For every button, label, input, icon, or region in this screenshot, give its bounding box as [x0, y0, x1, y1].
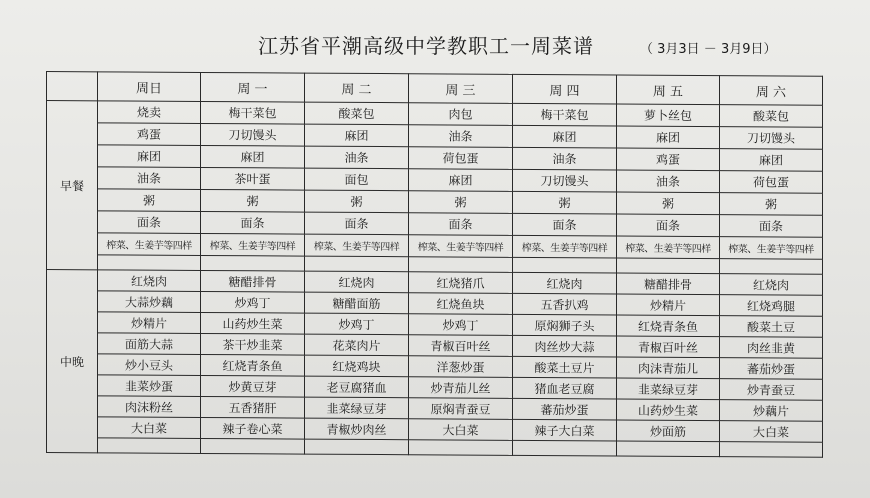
empty-cell	[409, 257, 513, 273]
dish-cell: 鸡蛋	[98, 123, 201, 146]
meal-label: 早餐	[47, 101, 98, 270]
empty-cell	[98, 438, 201, 454]
dish-cell: 五香猪肝	[201, 396, 305, 418]
day-header: 周 三	[409, 74, 513, 104]
dish-cell: 油条	[409, 125, 513, 148]
dish-cell: 面条	[720, 215, 823, 238]
dish-cell: 麻团	[201, 145, 305, 168]
dish-cell: 刀切馒头	[720, 127, 823, 150]
dish-cell: 酸菜包	[720, 105, 823, 128]
dish-cell: 糖醋排骨	[201, 270, 305, 292]
empty-cell	[305, 439, 409, 455]
dish-cell: 粥	[201, 189, 305, 212]
dish-cell: 糖醋面筋	[305, 292, 409, 314]
dish-cell: 青椒百叶丝	[617, 336, 720, 358]
dish-cell: 肉丝韭黄	[720, 337, 823, 359]
dish-cell: 榨菜、生姜芋等四样	[409, 235, 513, 258]
dish-cell: 炒黄豆芽	[201, 375, 305, 397]
dish-cell: 五香扒鸡	[513, 293, 617, 315]
dish-cell: 老豆腐猪血	[305, 376, 409, 398]
dish-cell: 麻团	[409, 169, 513, 192]
dish-cell: 炒精片	[98, 312, 201, 334]
dish-cell: 青椒百叶丝	[409, 335, 513, 357]
dish-cell: 粥	[513, 191, 617, 214]
dish-cell: 榨菜、生姜芋等四样	[98, 233, 201, 256]
dish-cell: 炒青蚕豆	[720, 379, 823, 401]
dish-cell: 红烧肉	[513, 272, 617, 294]
empty-cell	[617, 258, 720, 274]
dish-cell: 梅干菜包	[201, 101, 305, 124]
dish-cell: 榨菜、生姜芋等四样	[617, 236, 720, 259]
dish-cell: 鸡蛋	[617, 148, 720, 171]
dish-cell: 炒青茄儿丝	[409, 377, 513, 399]
day-header: 周 六	[720, 76, 823, 106]
dish-cell: 红烧鸡块	[305, 355, 409, 377]
dish-cell: 炒鸡丁	[201, 291, 305, 313]
dish-cell: 炒精片	[617, 294, 720, 316]
dish-cell: 粥	[720, 193, 823, 216]
dish-cell: 大白菜	[98, 417, 201, 439]
empty-cell	[617, 441, 720, 457]
dish-cell: 粥	[617, 192, 720, 215]
dish-cell: 面条	[305, 212, 409, 235]
dish-cell: 红烧肉	[720, 274, 823, 296]
dish-cell: 面条	[513, 213, 617, 236]
dish-cell: 糖醋排骨	[617, 273, 720, 295]
dish-cell: 荷包蛋	[409, 147, 513, 170]
dish-cell: 榨菜、生姜芋等四样	[513, 235, 617, 258]
day-header: 周 五	[617, 75, 720, 105]
day-header: 周 四	[513, 74, 617, 104]
dish-cell: 原焖狮子头	[513, 314, 617, 336]
dish-cell: 油条	[98, 167, 201, 190]
empty-cell	[513, 440, 617, 456]
dish-cell: 油条	[305, 146, 409, 169]
dish-cell: 肉丝炒大蒜	[513, 335, 617, 357]
header-row	[47, 72, 823, 106]
dish-cell: 酸菜土豆	[720, 316, 823, 338]
dish-cell: 炒藕片	[720, 400, 823, 422]
dish-cell: 原焖青蚕豆	[409, 398, 513, 420]
dish-cell: 花菜肉片	[305, 334, 409, 356]
dish-cell: 肉包	[409, 103, 513, 126]
empty-cell	[201, 255, 305, 271]
dish-cell: 刀切馒头	[201, 123, 305, 146]
dish-cell: 榨菜、生姜芋等四样	[720, 237, 823, 260]
dish-cell: 炒小豆头	[98, 354, 201, 376]
dish-cell: 红烧肉	[98, 270, 201, 292]
dish-cell: 酸菜包	[305, 102, 409, 125]
dish-cell: 面条	[201, 211, 305, 234]
dish-cell: 炒鸡丁	[409, 314, 513, 336]
dish-cell: 刀切馒头	[513, 169, 617, 192]
dish-cell: 山药炒生菜	[201, 312, 305, 334]
dish-cell: 猪血老豆腐	[513, 377, 617, 399]
dish-cell: 粥	[305, 190, 409, 213]
meal-label: 中晚	[47, 270, 98, 453]
dish-cell: 蕃茄炒蛋	[513, 398, 617, 420]
dish-cell: 萝卜丝包	[617, 104, 720, 127]
dish-cell: 炒面筋	[617, 420, 720, 442]
dish-cell: 榨菜、生姜芋等四样	[305, 234, 409, 257]
dish-cell: 榨菜、生姜芋等四样	[201, 233, 305, 256]
dish-cell: 面条	[98, 211, 201, 234]
weekly-menu-table	[46, 71, 823, 458]
dish-cell: 韭菜绿豆芽	[305, 397, 409, 419]
dish-cell: 大蒜炒藕	[98, 291, 201, 313]
dish-cell: 洋葱炒蛋	[409, 356, 513, 378]
dish-cell: 麻团	[617, 126, 720, 149]
dish-cell: 大白菜	[409, 419, 513, 441]
dish-cell: 粥	[409, 191, 513, 214]
dish-cell: 麻团	[305, 124, 409, 147]
dish-cell: 面包	[305, 168, 409, 191]
empty-cell	[513, 257, 617, 273]
dish-cell: 红烧肉	[305, 271, 409, 293]
dish-cell: 炒鸡丁	[305, 313, 409, 335]
dish-cell: 辣子卷心菜	[201, 417, 305, 439]
dish-cell: 肉沫青茄儿	[617, 357, 720, 379]
dish-cell: 肉沫粉丝	[98, 396, 201, 418]
dish-cell: 茶干炒韭菜	[201, 333, 305, 355]
dish-cell: 梅干菜包	[513, 103, 617, 126]
dish-cell: 茶叶蛋	[201, 167, 305, 190]
day-header: 周 二	[305, 73, 409, 103]
dish-cell: 荷包蛋	[720, 171, 823, 194]
empty-cell	[201, 438, 305, 454]
empty-cell	[720, 442, 823, 458]
day-header: 周日	[98, 72, 201, 102]
dish-cell: 红烧鸡腿	[720, 295, 823, 317]
dish-cell: 韭菜绿豆芽	[617, 378, 720, 400]
corner-cell	[47, 72, 98, 101]
dish-cell: 蕃茄炒蛋	[720, 358, 823, 380]
page-title: 江苏省平潮高级中学教职工一周菜谱	[258, 34, 594, 58]
dish-cell: 麻团	[98, 145, 201, 168]
day-header: 周 一	[201, 72, 305, 102]
empty-cell	[409, 440, 513, 456]
dish-cell: 麻团	[720, 149, 823, 172]
dish-cell: 韭菜炒蛋	[98, 375, 201, 397]
dish-cell: 青椒炒肉丝	[305, 418, 409, 440]
dish-cell: 面条	[617, 214, 720, 237]
dish-cell: 面条	[409, 213, 513, 236]
dish-cell: 粥	[98, 189, 201, 212]
dish-cell: 大白菜	[720, 421, 823, 443]
dish-cell: 山药炒生菜	[617, 399, 720, 421]
empty-cell	[98, 255, 201, 271]
dish-cell: 酸菜土豆片	[513, 356, 617, 378]
empty-cell	[720, 259, 823, 275]
dish-cell: 辣子大白菜	[513, 419, 617, 441]
dish-cell: 红烧鱼块	[409, 293, 513, 315]
dish-cell: 面筋大蒜	[98, 333, 201, 355]
dish-cell: 红烧青条鱼	[201, 354, 305, 376]
dish-cell: 油条	[513, 147, 617, 170]
empty-cell	[305, 256, 409, 272]
dish-cell: 麻团	[513, 125, 617, 148]
dish-cell: 红烧猪爪	[409, 272, 513, 294]
dish-cell: 油条	[617, 170, 720, 193]
dish-cell: 烧卖	[98, 101, 201, 124]
dish-cell: 红烧青条鱼	[617, 315, 720, 337]
date-range: （ 3月3日 － 3月9日）	[640, 42, 777, 57]
